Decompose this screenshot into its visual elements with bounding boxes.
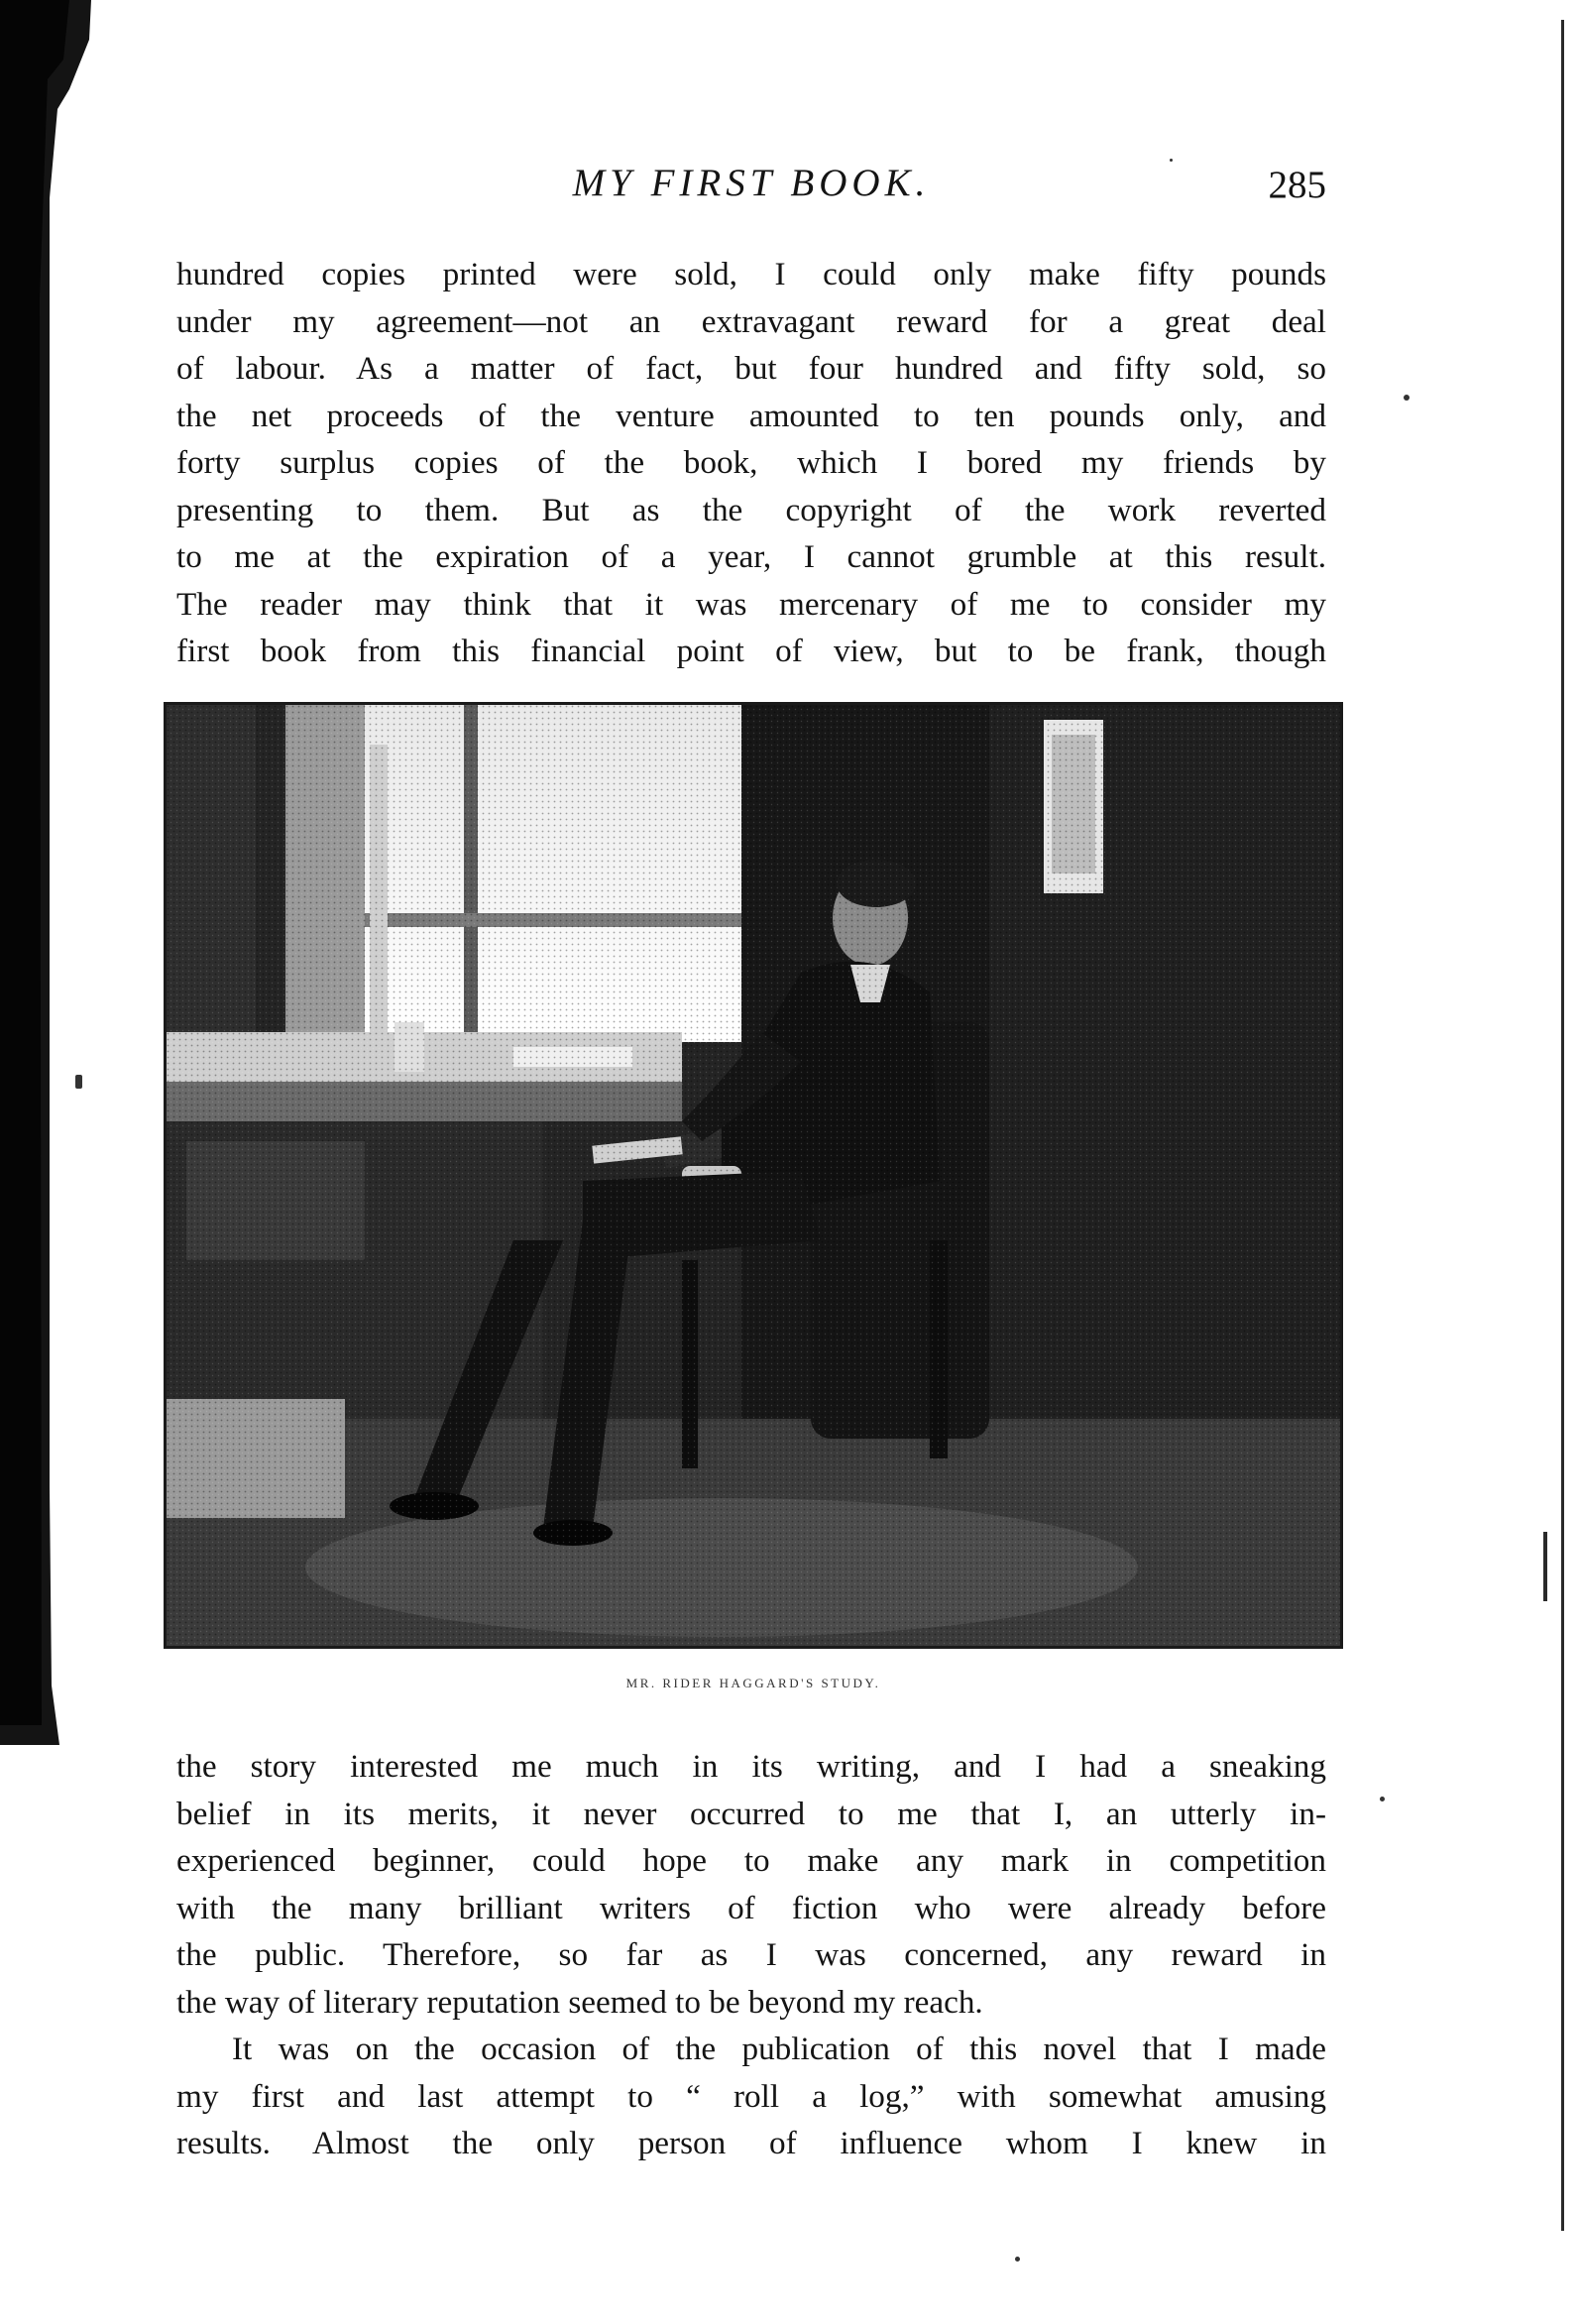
margin-mark xyxy=(1543,1532,1547,1601)
ink-speck xyxy=(1404,395,1410,401)
figure-caption: MR. RIDER HAGGARD'S STUDY. xyxy=(625,1676,881,1690)
text-line: belief in its merits, it never occurred to me that I, an utterly in- xyxy=(176,1795,1326,1832)
text-line: The reader may think that it was mercenary of me to consider my xyxy=(176,585,1326,623)
text-line: forty surplus copies of the book, which I bored my friends by xyxy=(176,444,1326,481)
text-line: It was on the occasion of the publication of this novel that I made xyxy=(232,2031,1326,2067)
ink-speck xyxy=(75,1075,82,1089)
text-line: to me at the expiration of a year, I cannot grumble at this result. xyxy=(176,538,1326,575)
ink-speck xyxy=(1015,2257,1020,2262)
body-text-top xyxy=(176,251,1326,675)
study-photograph xyxy=(164,702,1343,1649)
text-line: with the many brilliant writers of fiction who were already before xyxy=(176,1889,1326,1926)
running-head xyxy=(176,149,1326,208)
text-line: under my agreement—not an extravagant reward for a great deal xyxy=(176,302,1326,340)
page-number: 285 xyxy=(1268,164,1326,206)
text-line: of labour. As a matter of fact, but four hundred and fifty sold, so xyxy=(176,350,1326,387)
text-line: presenting to them. But as the copyright of the work reverted xyxy=(176,491,1326,528)
text-line: the story interested me much in its writing, and I had a sneaking xyxy=(176,1748,1326,1785)
text-line: the public. Therefore, so far as I was concerned, any reward in xyxy=(176,1936,1326,1973)
text-line: first book from this financial point of view, but to be frank, though xyxy=(176,633,1326,669)
running-title: MY FIRST BOOK. xyxy=(572,162,931,204)
text-line: the way of literary reputation seemed to be beyond my reach. xyxy=(176,1983,983,2021)
page-binding-shadow xyxy=(0,0,91,1745)
text-line: experienced beginner, could hope to make any mark in competition xyxy=(176,1842,1326,1879)
text-line: results. Almost the only person of influence whom I knew in xyxy=(176,2125,1326,2161)
text-line: my first and last attempt to “ roll a log,” with somewhat amusing xyxy=(176,2077,1326,2115)
page-edge-rule xyxy=(1561,20,1564,2231)
ink-speck xyxy=(1380,1797,1385,1801)
body-text-bottom xyxy=(176,1743,1326,2167)
text-line: the net proceeds of the venture amounted to ten pounds only, and xyxy=(176,397,1326,434)
text-line: hundred copies printed were sold, I could only make fifty pounds xyxy=(176,256,1326,292)
